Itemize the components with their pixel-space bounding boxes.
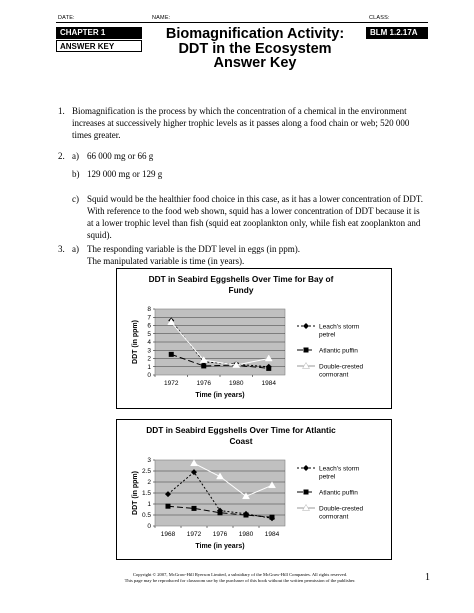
y-tick-label: 2	[147, 479, 151, 487]
legend-label: Atlantic puffin	[319, 489, 358, 497]
chart-title: DDT in Seabird Eggshells Over Time for Bay of	[148, 274, 334, 284]
name-label: NAME:	[152, 15, 171, 21]
data-point	[266, 366, 271, 371]
y-tick-label: 0	[147, 372, 151, 380]
legend-marker	[303, 465, 309, 471]
x-tick-label: 1976	[196, 380, 211, 387]
question-1-line: increases at successively higher trophic levels as it passes along a food chain or web; 520 000	[72, 118, 410, 128]
question-3a-line: The responding variable is the DDT level in eggs (in ppm).	[87, 244, 301, 254]
x-tick-label: 1984	[264, 531, 280, 538]
title-line-1: Biomagnification Activity:	[165, 26, 345, 42]
chart-bay-of-fundy-svg	[117, 269, 391, 408]
top-rule	[56, 22, 428, 23]
y-tick-label: 1	[147, 363, 151, 371]
question-1-line: Biomagnification is the process by which the concentration of a chemical in the environment	[72, 106, 407, 116]
question-2b-answer: 129 000 mg or 129 g	[87, 169, 163, 179]
legend-label: Double-crested	[319, 363, 364, 371]
legend-label: cormorant	[319, 371, 349, 379]
chapter-badge: CHAPTER 1	[56, 27, 142, 39]
question-2c-label: c)	[72, 194, 79, 204]
question-2c-line: Squid would be the healthier food choice in this case, as it has a lower concentration of DDT.	[87, 194, 423, 204]
chart-title: Fundy	[228, 285, 254, 295]
x-tick-label: 1980	[229, 380, 244, 387]
y-tick-label: 7	[147, 314, 151, 322]
answer-key-badge: ANSWER KEY	[56, 40, 142, 52]
legend-marker	[304, 348, 309, 353]
question-1-line: times greater.	[72, 130, 121, 140]
question-2c-answer	[87, 193, 437, 241]
legend-label: cormorant	[319, 513, 349, 521]
data-point	[270, 515, 275, 520]
title-line-2: DDT in the Ecosystem	[178, 40, 332, 57]
data-point	[192, 506, 197, 511]
question-3a-line: The manipulated variable is time (in years).	[87, 256, 245, 266]
y-tick-label: 0	[147, 523, 151, 531]
y-tick-label: 1	[147, 501, 151, 509]
y-tick-label: 0.5	[141, 512, 151, 520]
question-1-number: 1.	[58, 106, 65, 116]
question-2a-label: a)	[72, 151, 79, 161]
x-axis-label: Time (in years)	[195, 392, 245, 399]
data-point	[201, 363, 206, 368]
page-header	[56, 27, 428, 87]
data-point	[166, 504, 171, 509]
x-tick-label: 1984	[261, 380, 276, 387]
question-2-number: 2.	[58, 151, 65, 161]
question-2c-line: squid).	[87, 230, 112, 240]
data-point	[218, 510, 223, 515]
y-tick-label: 4	[147, 339, 151, 347]
legend-label: Leach's storm	[319, 323, 360, 331]
legend-marker	[303, 323, 309, 329]
x-tick-label: 1972	[186, 531, 202, 538]
x-tick-label: 1972	[164, 380, 179, 387]
y-tick-label: 6	[147, 322, 151, 330]
y-tick-label: 1.5	[141, 490, 151, 498]
y-tick-label: 2	[147, 355, 151, 363]
page-number: 1	[425, 572, 430, 583]
data-point	[169, 352, 174, 357]
y-tick-label: 3	[147, 347, 151, 355]
legend-label: petrel	[319, 331, 336, 339]
chart-atlantic-coast-svg	[117, 420, 391, 559]
date-label: DATE:	[58, 15, 75, 21]
legend-label: Double-crested	[319, 505, 364, 513]
question-2c-line: at a lower trophic level than fish (squid eat zooplankton only, while fish eat zooplankton and	[87, 218, 421, 228]
y-axis-label: DDT (in ppm)	[132, 471, 139, 515]
x-tick-label: 1968	[160, 531, 176, 538]
data-point	[244, 513, 249, 518]
legend-label: Leach's storm	[319, 465, 360, 473]
y-tick-label: 2.5	[141, 468, 151, 476]
class-label: CLASS:	[369, 15, 390, 21]
question-3a-answer	[87, 243, 427, 267]
blm-badge: BLM 1.2.17A	[366, 27, 428, 39]
y-tick-label: 5	[147, 330, 151, 338]
chart-bay-of-fundy	[116, 268, 392, 409]
y-tick-label: 3	[147, 457, 151, 465]
page-title	[148, 27, 362, 71]
question-2a-answer: 66 000 mg or 66 g	[87, 151, 154, 161]
y-tick-label: 8	[147, 306, 151, 314]
legend-label: Atlantic puffin	[319, 347, 358, 355]
permission-line: This page may be reproduced for classroom use by the purchaser of this book without the written permission of the publisher.	[124, 578, 356, 583]
title-line-3: Answer Key	[213, 55, 297, 71]
chart-title: DDT in Seabird Eggshells Over Time for Atlantic	[146, 425, 336, 435]
question-3a-label: a)	[72, 244, 79, 254]
legend-label: petrel	[319, 473, 336, 481]
copyright-footer	[60, 572, 420, 584]
question-2b-label: b)	[72, 169, 80, 179]
question-1-answer	[72, 105, 432, 141]
x-tick-label: 1976	[212, 531, 228, 538]
copyright-line: Copyright © 2007, McGraw-Hill Ryerson Limited, a subsidiary of the McGraw-Hill Companies. All rights reserved.	[132, 572, 348, 577]
question-2c-line: With reference to the food web shown, squid has a lower concentration of DDT because it is	[87, 206, 420, 216]
chart-title: Coast	[229, 436, 253, 446]
x-axis-label: Time (in years)	[195, 543, 245, 550]
question-3-number: 3.	[58, 244, 65, 254]
y-axis-label: DDT (in ppm)	[132, 320, 139, 364]
chart-atlantic-coast	[116, 419, 392, 560]
legend-marker	[304, 490, 309, 495]
x-tick-label: 1980	[238, 531, 254, 538]
